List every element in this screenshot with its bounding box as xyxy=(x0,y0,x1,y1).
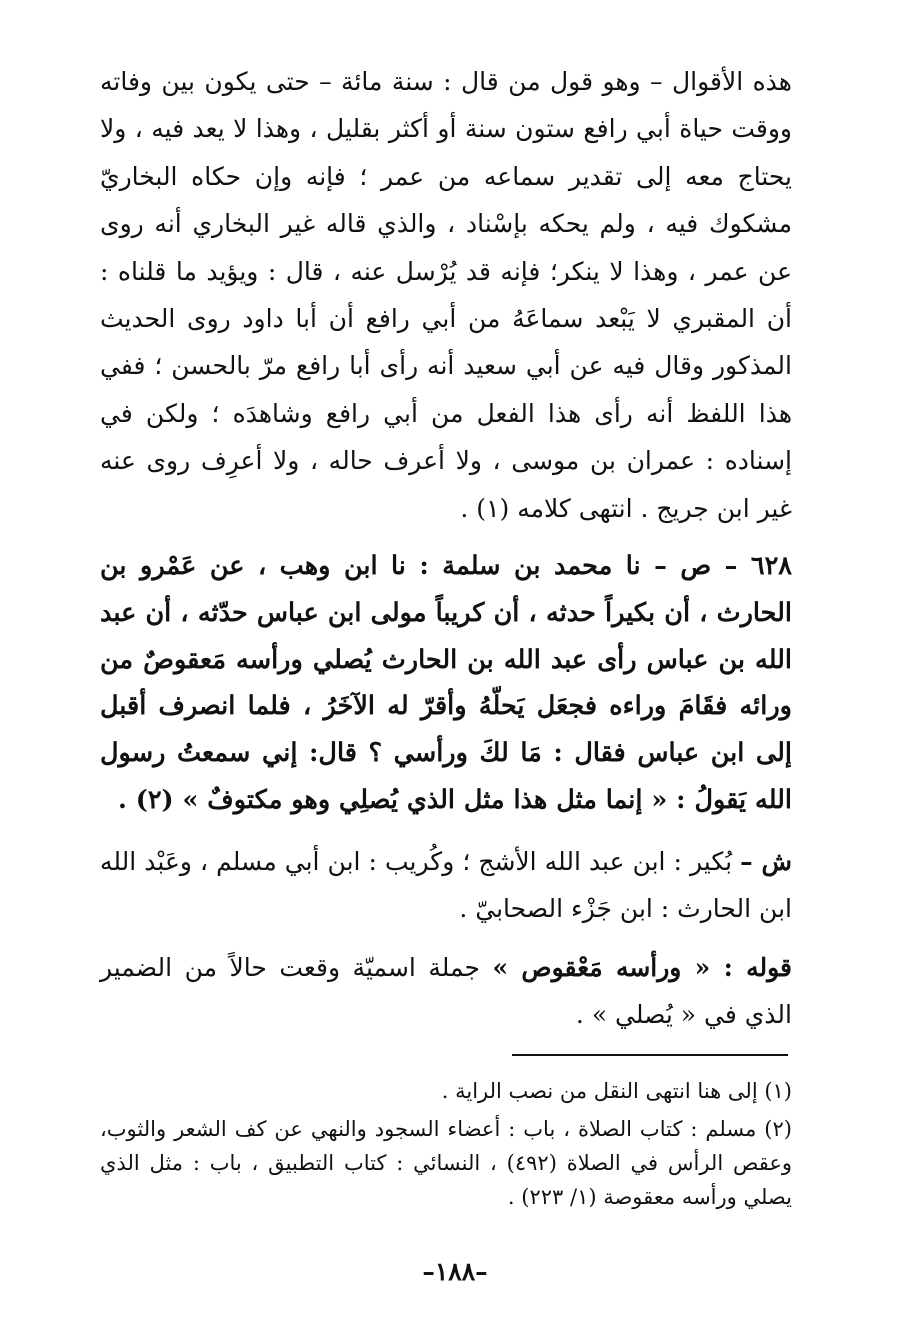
page-number: –١٨٨– xyxy=(422,1257,488,1286)
sharh-lead: ش – xyxy=(740,846,792,876)
qawl-paragraph xyxy=(100,944,792,1039)
footnote-separator xyxy=(512,1054,788,1056)
qawl-lead: قوله : « ورأسه مَعْقوص » xyxy=(492,952,792,982)
sharh-paragraph xyxy=(100,838,792,933)
footnotes xyxy=(100,1074,792,1214)
qawl-text: جملة اسميّة وقعت حالاً من الضمير الذي في « يُصلي » . xyxy=(100,952,792,1030)
hadith-paragraph: ٦٢٨ – ص – نا محمد بن سلمة : نا ابن وهب ، عن عَمْرو بن الحارث ، أن بكيراً حدثه ، أن كريباً مولى ابن عباس حدّثه ، أن عبد الله بن عباس رأى عبد الله بن الحارث يُصلي ورأسه مَعقوصٌ من ورائه فقَامَ وراءه فجعَل يَحلّهُ وأقرّ له الآخَرُ ، فلما انصرف أقبل إلى ابن عباس فقال : مَا لكَ ورأسي ؟ قال: إني سمعتُ رسول الله يَقولُ : « إنما مثل هذا مثل الذي يُصلِي وهو مكتوفٌ » (٢) . xyxy=(100,551,792,816)
footnote-2: (٢) مسلم : كتاب الصلاة ، باب : أعضاء السجود والنهي عن كف الشعر والثوب، وعقص الرأس في الصلاة (٤٩٢) ، النسائي : كتاب التطبيق ، باب : مثل الذي يصلي ورأسه معقوصة (١/ ٢٢٣) . xyxy=(100,1117,792,1210)
intro-paragraph: هذه الأقوال – وهو قول من قال : سنة مائة – حتى يكون بين وفاته ووقت حياة أبي رافع ستون سنة أو أكثر بقليل ، وهذا لا يعد فيه ، ولا يحتاج معه إلى تقدير سماعه من عمر ؛ فإنه وإن حكاه البخاريّ مشكوك فيه ، ولم يحكه بإسْناد ، والذي قاله غير البخاري أنه روى عن عمر ، وهذا لا ينكر؛ فإنه قد يُرْسل عنه ، قال : ويؤيد ما قلناه : أن المقبري لا يَبْعد سماعَهُ من أبي رافع أن أبا داود روى الحديث المذكور وقال فيه عن أبي سعيد أنه رأى أبا رافع مرّ بالحسن ؛ ففي هذا اللفظ أنه رأى هذا الفعل من أبي رافع وشاهدَه ؛ ولكن في إسناده : عمران بن موسى ، ولا أعرف حاله ، ولا أعرِف روى عنه غير ابن جريج . انتهى كلامه (١) . xyxy=(100,67,792,523)
footnote-1: (١) إلى هنا انتهى النقل من نصب الراية . xyxy=(441,1079,792,1104)
sharh-text: بُكير : ابن عبد الله الأشج ؛ وكُريب : ابن أبي مسلم ، وعَبْد الله ابن الحارث : ابن جَزْء الصحابيّ . xyxy=(100,846,792,924)
page-content xyxy=(100,58,792,1214)
